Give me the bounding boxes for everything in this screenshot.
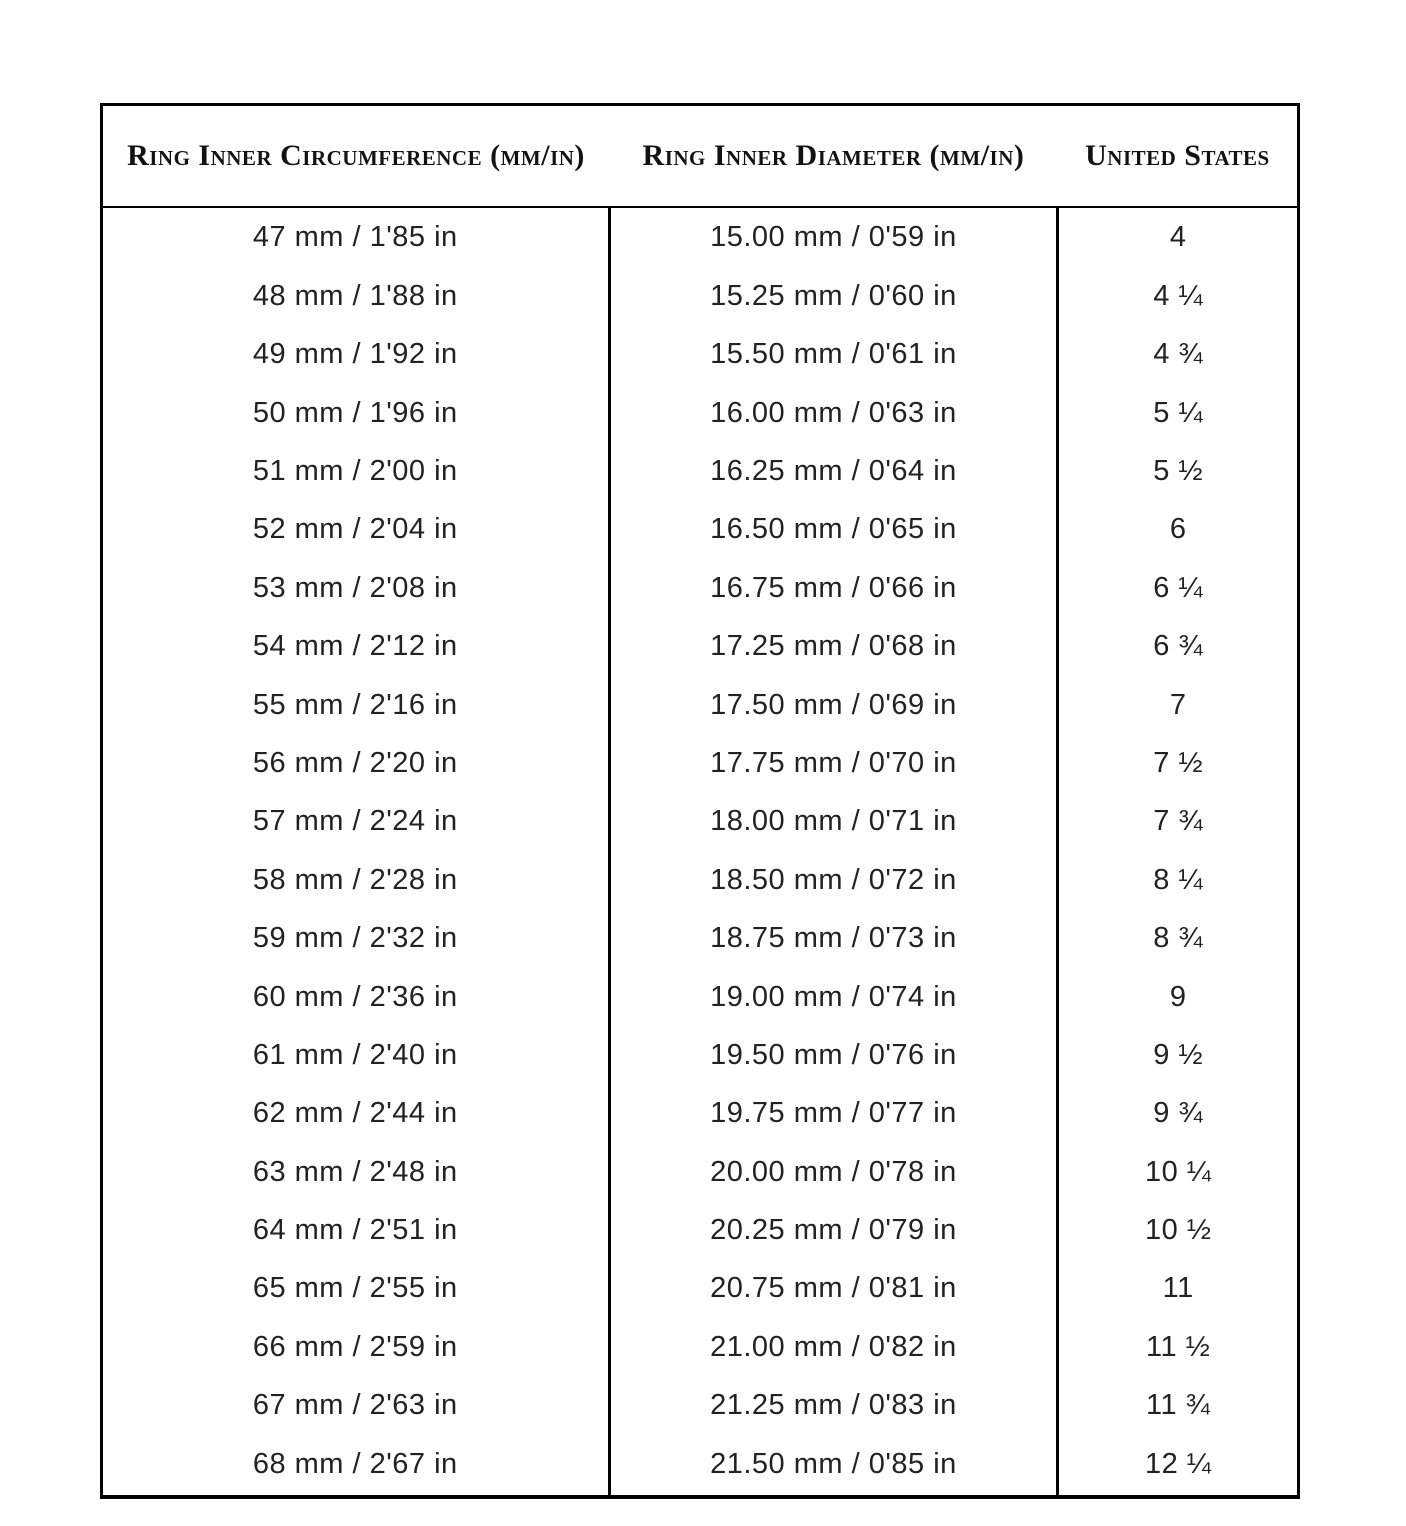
ring-size-table	[100, 103, 1300, 1499]
cell-circumference: 60 mm / 2'36 in	[252, 980, 458, 1013]
column-header-diameter: Ring Inner Diameter (mm/in)	[609, 105, 1058, 208]
table-row	[102, 676, 1299, 734]
table-header-row	[102, 105, 1299, 208]
cell-us-size: 10 ½	[1058, 1201, 1299, 1259]
cell-us-size: 11 ½	[1058, 1318, 1299, 1376]
cell-us-size: 7 ½	[1058, 734, 1299, 792]
table-row	[102, 1435, 1299, 1497]
cell-circumference: 65 mm / 2'55 in	[252, 1272, 458, 1305]
cell-diameter: 16.00 mm / 0'63 in	[609, 384, 1058, 442]
cell-us-size: 4 ¾	[1058, 326, 1299, 384]
cell-circumference: 57 mm / 2'24 in	[252, 805, 458, 838]
cell-us-size: 9 ¾	[1058, 1085, 1299, 1143]
cell-diameter: 19.50 mm / 0'76 in	[609, 1026, 1058, 1084]
cell-circumference: 64 mm / 2'51 in	[252, 1214, 458, 1247]
table-row	[102, 442, 1299, 500]
table-row	[102, 909, 1299, 967]
cell-diameter: 17.25 mm / 0'68 in	[609, 618, 1058, 676]
cell-us-size: 8 ¼	[1058, 851, 1299, 909]
cell-us-size: 6 ¾	[1058, 618, 1299, 676]
cell-circumference: 51 mm / 2'00 in	[252, 455, 458, 488]
column-header-circumference: Ring Inner Circumference (mm/in)	[102, 105, 610, 208]
cell-us-size: 7	[1058, 676, 1299, 734]
cell-diameter: 18.75 mm / 0'73 in	[609, 909, 1058, 967]
table-row	[102, 1201, 1299, 1259]
cell-circumference: 58 mm / 2'28 in	[252, 863, 458, 896]
table-row	[102, 851, 1299, 909]
cell-circumference: 67 mm / 2'63 in	[252, 1389, 458, 1422]
cell-circumference: 63 mm / 2'48 in	[252, 1155, 458, 1188]
cell-diameter: 16.75 mm / 0'66 in	[609, 559, 1058, 617]
cell-circumference: 53 mm / 2'08 in	[252, 571, 458, 604]
cell-diameter: 21.50 mm / 0'85 in	[609, 1435, 1058, 1497]
table-row	[102, 968, 1299, 1026]
cell-diameter: 21.25 mm / 0'83 in	[609, 1377, 1058, 1435]
cell-circumference: 47 mm / 1'85 in	[252, 221, 458, 254]
cell-diameter: 20.75 mm / 0'81 in	[609, 1260, 1058, 1318]
cell-us-size: 7 ¾	[1058, 793, 1299, 851]
table-row	[102, 618, 1299, 676]
table-row	[102, 559, 1299, 617]
table-row	[102, 734, 1299, 792]
cell-circumference: 62 mm / 2'44 in	[252, 1097, 458, 1130]
cell-circumference: 68 mm / 2'67 in	[252, 1448, 458, 1481]
table-row	[102, 326, 1299, 384]
cell-circumference: 50 mm / 1'96 in	[252, 396, 458, 429]
table-body	[102, 207, 1299, 1497]
cell-us-size: 9	[1058, 968, 1299, 1026]
table-row	[102, 1318, 1299, 1376]
cell-circumference: 56 mm / 2'20 in	[252, 746, 458, 779]
cell-diameter: 19.00 mm / 0'74 in	[609, 968, 1058, 1026]
table-row	[102, 1143, 1299, 1201]
cell-us-size: 8 ¾	[1058, 909, 1299, 967]
cell-us-size: 6 ¼	[1058, 559, 1299, 617]
cell-diameter: 21.00 mm / 0'82 in	[609, 1318, 1058, 1376]
cell-diameter: 16.50 mm / 0'65 in	[609, 501, 1058, 559]
cell-circumference: 52 mm / 2'04 in	[252, 513, 458, 546]
cell-diameter: 15.50 mm / 0'61 in	[609, 326, 1058, 384]
cell-us-size: 4	[1058, 207, 1299, 267]
cell-circumference: 59 mm / 2'32 in	[252, 922, 458, 955]
cell-us-size: 11 ¾	[1058, 1377, 1299, 1435]
cell-diameter: 17.75 mm / 0'70 in	[609, 734, 1058, 792]
cell-circumference: 48 mm / 1'88 in	[252, 279, 458, 312]
ring-size-chart	[100, 103, 1300, 1499]
cell-us-size: 5 ¼	[1058, 384, 1299, 442]
cell-diameter: 16.25 mm / 0'64 in	[609, 442, 1058, 500]
cell-diameter: 18.00 mm / 0'71 in	[609, 793, 1058, 851]
table-row	[102, 501, 1299, 559]
cell-us-size: 5 ½	[1058, 442, 1299, 500]
cell-diameter: 17.50 mm / 0'69 in	[609, 676, 1058, 734]
column-header-united-states: United States	[1058, 105, 1299, 208]
cell-us-size: 6	[1058, 501, 1299, 559]
table-row	[102, 793, 1299, 851]
table-row	[102, 1085, 1299, 1143]
cell-diameter: 18.50 mm / 0'72 in	[609, 851, 1058, 909]
cell-diameter: 15.25 mm / 0'60 in	[609, 267, 1058, 325]
table-row	[102, 1260, 1299, 1318]
cell-diameter: 19.75 mm / 0'77 in	[609, 1085, 1058, 1143]
table-row	[102, 207, 1299, 267]
cell-circumference: 49 mm / 1'92 in	[252, 338, 458, 371]
table-row	[102, 384, 1299, 442]
cell-circumference: 66 mm / 2'59 in	[252, 1330, 458, 1363]
cell-us-size: 9 ½	[1058, 1026, 1299, 1084]
cell-diameter: 20.00 mm / 0'78 in	[609, 1143, 1058, 1201]
cell-us-size: 11	[1058, 1260, 1299, 1318]
cell-us-size: 10 ¼	[1058, 1143, 1299, 1201]
cell-circumference: 61 mm / 2'40 in	[252, 1038, 458, 1071]
cell-us-size: 4 ¼	[1058, 267, 1299, 325]
table-row	[102, 1026, 1299, 1084]
cell-diameter: 20.25 mm / 0'79 in	[609, 1201, 1058, 1259]
cell-circumference: 55 mm / 2'16 in	[252, 688, 458, 721]
cell-us-size: 12 ¼	[1058, 1435, 1299, 1497]
table-row	[102, 267, 1299, 325]
cell-diameter: 15.00 mm / 0'59 in	[609, 207, 1058, 267]
table-row	[102, 1377, 1299, 1435]
cell-circumference: 54 mm / 2'12 in	[252, 630, 458, 663]
